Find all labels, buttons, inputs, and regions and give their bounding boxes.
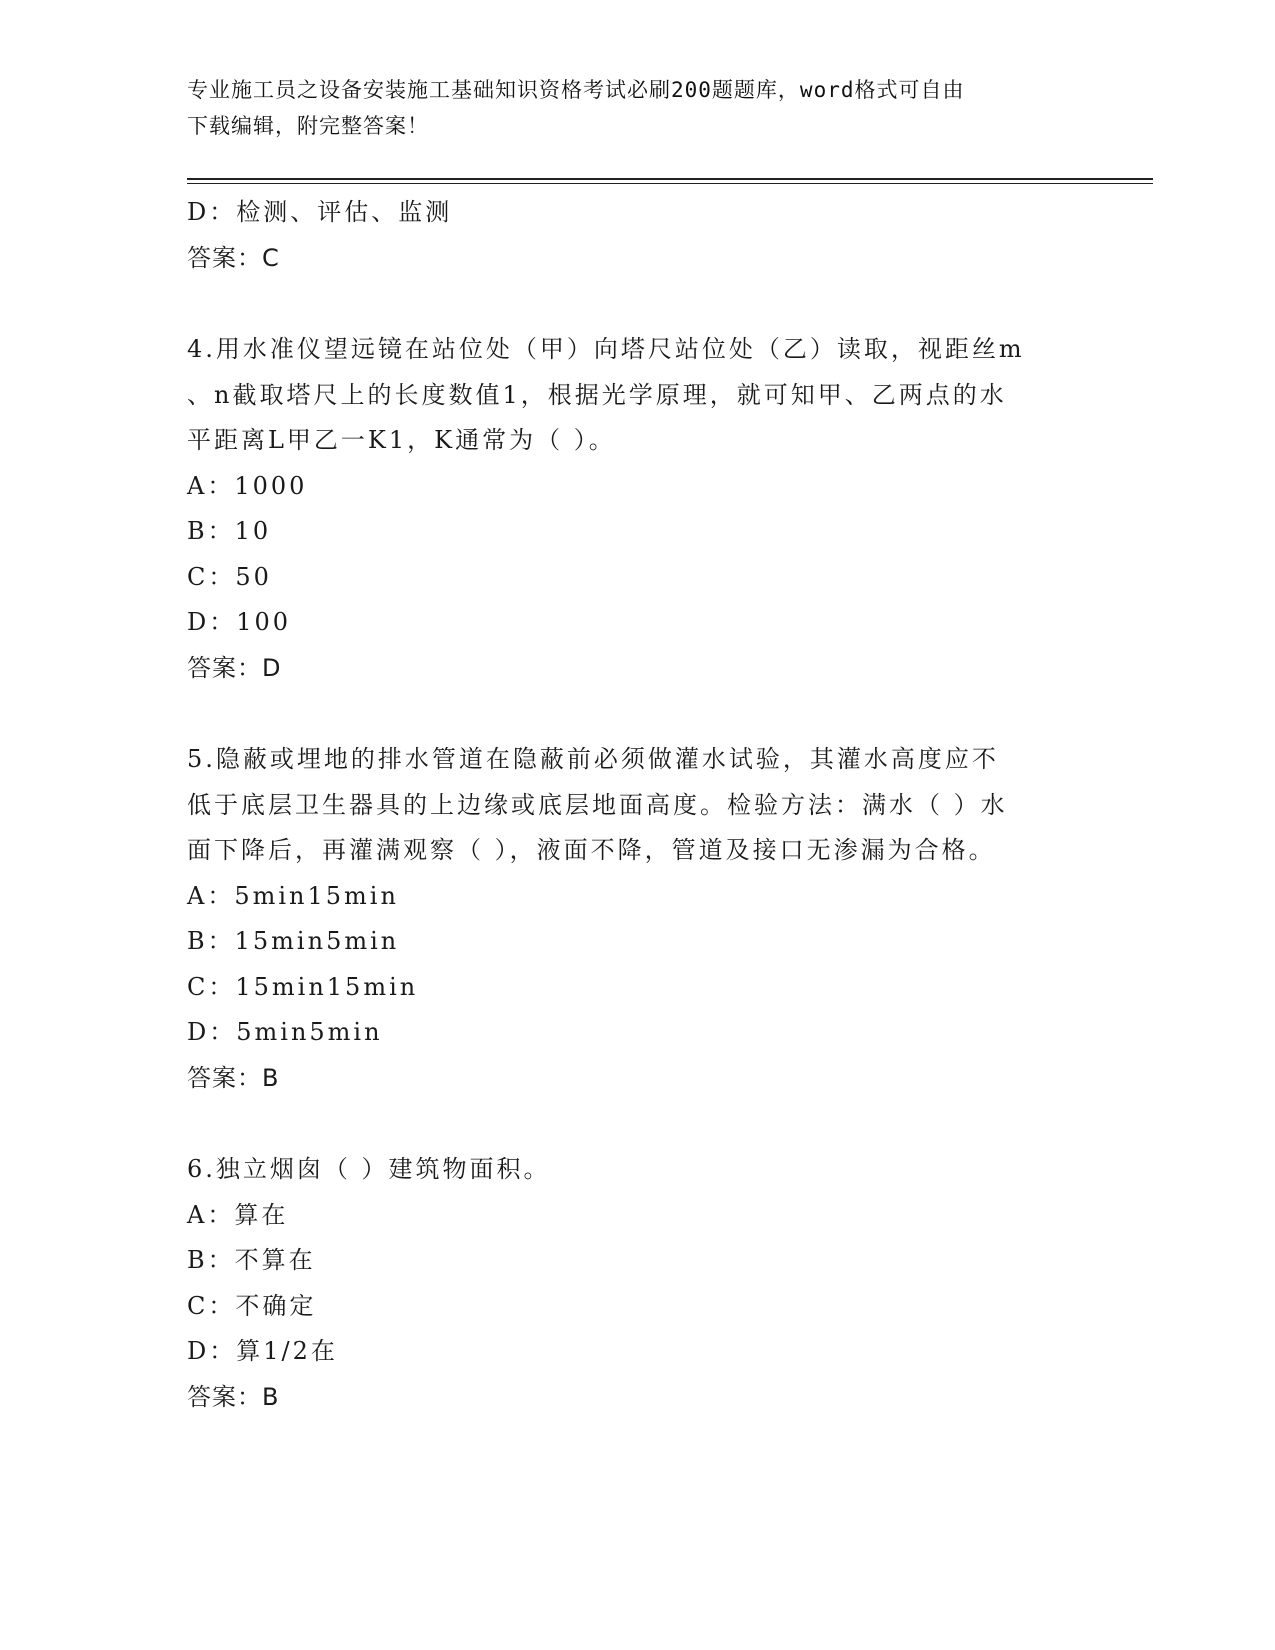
option-a: A：算在 — [187, 1200, 289, 1229]
answer-line: 答案：B — [187, 1063, 280, 1092]
question-text-line: 5.隐蔽或埋地的排水管道在隐蔽前必须做灌水试验，其灌水高度应不 — [187, 745, 999, 773]
option-d: D：检测、评估、监测 — [187, 198, 453, 226]
document-header — [187, 72, 1087, 144]
header-divider — [187, 178, 1153, 180]
answer-line: 答案：D — [187, 653, 282, 682]
option-d: D：100 — [187, 608, 292, 636]
question-4 — [187, 327, 1087, 691]
option-a: A：1000 — [187, 471, 308, 500]
question-text-line: 4.用水准仪望远镜在站位处（甲）向塔尺站位处（乙）读取，视距丝m — [187, 335, 1025, 363]
option-b: B：15min5min — [187, 927, 400, 955]
document-body — [187, 190, 1087, 1420]
option-b: B：不算在 — [187, 1246, 316, 1274]
question-6 — [187, 1147, 1087, 1420]
spacer — [187, 281, 1087, 327]
header-title-line-2: 下载编辑，附完整答案！ — [187, 114, 429, 138]
question-text-line: 低于底层卫生器具的上边缘或底层地面高度。检验方法：满水（ ）水 — [187, 790, 1008, 819]
question-text-line: 6.独立烟囱（ ）建筑物面积。 — [187, 1155, 551, 1183]
question-text-line: 面下降后，再灌满观察（ ），液面不降，管道及接口无渗漏为合格。 — [187, 836, 996, 864]
question-text-line: 、n截取塔尺上的长度数值1，根据光学原理，就可知甲、乙两点的水 — [187, 380, 1007, 409]
option-c: C：不确定 — [187, 1291, 317, 1320]
option-c: C：50 — [187, 562, 272, 591]
answer-line: 答案：B — [187, 1382, 280, 1411]
spacer — [187, 691, 1087, 737]
option-d: D：算1/2在 — [187, 1337, 338, 1365]
spacer — [187, 1101, 1087, 1147]
question-5 — [187, 737, 1087, 1101]
option-a: A：5min15min — [187, 881, 399, 910]
header-title-line-1: 专业施工员之设备安装施工基础知识资格考试必刷200题题库，word格式可自由 — [187, 78, 965, 102]
question-text-line: 平距离L甲乙一K1，K通常为（ ）。 — [187, 426, 616, 454]
option-d: D：5min5min — [187, 1018, 383, 1046]
option-b: B：10 — [187, 517, 272, 545]
answer-line: 答案：C — [187, 243, 280, 272]
option-c: C：15min15min — [187, 972, 419, 1001]
